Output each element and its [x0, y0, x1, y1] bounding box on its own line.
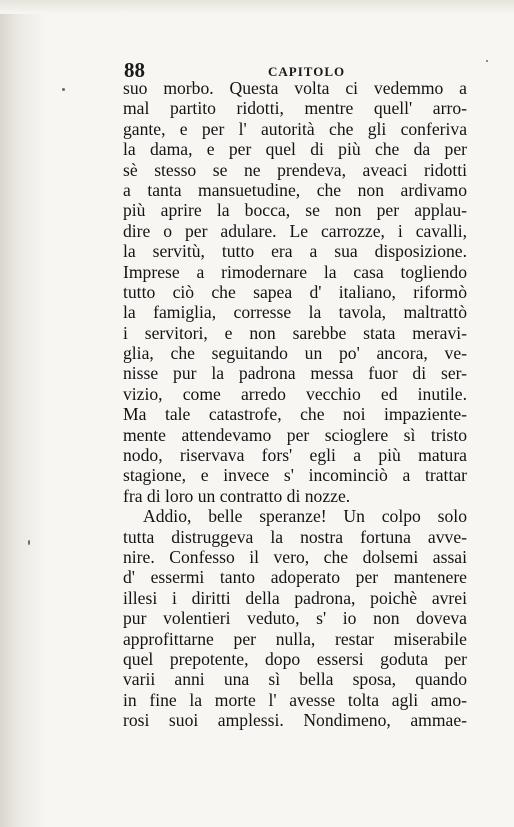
text-line: stagione, e invece s' incominciò a trattar [123, 465, 467, 486]
text-line: mal partito ridotti, mentre quell' arro- [123, 98, 467, 119]
text-line: d' essermi tanto adoperato per mantenere [123, 567, 467, 588]
text-line: nisse pur la padrona messa fuor di ser- [123, 363, 467, 384]
text-line: nire. Confesso il vero, che dolsemi assai [123, 546, 467, 567]
text-line: sè stesso se ne prendeva, aveaci ridotti [123, 159, 467, 180]
text-line: la servitù, tutto era a sua disposizione. [123, 241, 467, 262]
text-line: rosi suoi amplessi. Nondimeno, ammae- [123, 710, 467, 731]
text-line: a tanta mansuetudine, che non ardivamo [123, 179, 467, 200]
body-text [123, 78, 467, 731]
text-line: Ma tale catastrofe, che noi impaziente- [123, 404, 467, 425]
text-line: tutta distruggeva la nostra fortuna avve- [123, 526, 467, 547]
text-line: quel prepotente, dopo essersi goduta per [123, 648, 467, 669]
text-line: dire o per adulare. Le carrozze, i cavalli, [123, 220, 467, 241]
text-line: Imprese a rimodernare la casa togliendo [123, 261, 467, 282]
paper-speck [62, 88, 65, 91]
text-line: Addio, belle speranze! Un colpo solo [143, 506, 467, 527]
text-line: illesi i diritti della padrona, poichè avrei [123, 587, 467, 608]
text-line: la famiglia, corresse la tavola, maltrattò [123, 302, 467, 323]
text-line: in fine la morte l' avesse tolta agli amo- [123, 689, 467, 710]
text-line: glia, che seguitando un po' ancora, ve- [123, 343, 467, 364]
page-top-edge [0, 0, 514, 14]
text-line: varii anni una sì bella sposa, quando [123, 669, 467, 690]
text-line: gante, e per l' autorità che gli conferiva [123, 118, 467, 139]
running-head: CAPITOLO [268, 64, 346, 79]
text-line: fra di loro un contratto di nozze. [123, 485, 351, 506]
text-line: approfittarne per nulla, restar miserabile [123, 628, 467, 649]
text-line: la dama, e per quel di più che da per [123, 139, 467, 160]
text-line: più aprire la bocca, se non per applau- [123, 200, 467, 221]
text-line: nodo, riservava fors' egli a più matura [123, 445, 467, 466]
text-line: tutto ciò che sapea d' italiano, riformò [123, 281, 467, 302]
paper-speck [486, 60, 488, 62]
page-number: 88 [124, 58, 145, 82]
text-line: mente attendevamo per scioglere sì tristo [123, 424, 467, 445]
text-line: suo morbo. Questa volta ci vedemmo a [123, 78, 467, 98]
paper-speck [28, 540, 30, 545]
text-line: pur volentieri veduto, s' io non doveva [123, 608, 467, 629]
text-line: vizio, come arredo vecchio ed inutile. [123, 383, 467, 404]
text-line: i servitori, e non sarebbe stata meravi- [123, 322, 467, 343]
page-gutter-shadow [0, 0, 46, 827]
